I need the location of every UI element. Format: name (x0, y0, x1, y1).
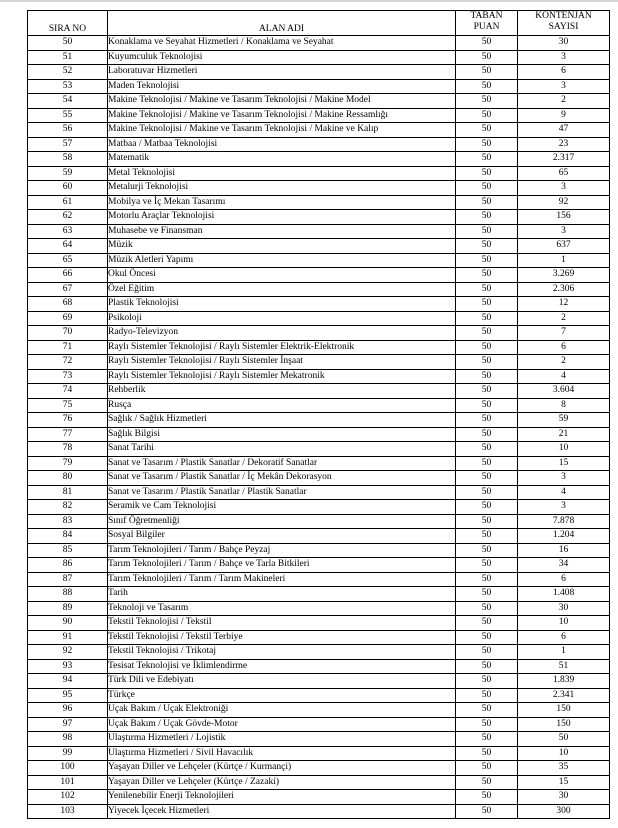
cell-alan-adi: Uçak Bakım / Uçak Gövde-Motor (108, 717, 456, 732)
cell-alan-adi: Radyo-Televizyon (108, 326, 456, 341)
cell-taban-puan: 50 (456, 65, 518, 80)
cell-sira-no: 81 (28, 485, 108, 500)
cell-alan-adi: Tarım Teknolojileri / Tarım / Bahçe ve Tarla Bitkileri (108, 558, 456, 573)
cell-sira-no: 61 (28, 195, 108, 210)
cell-sira-no: 80 (28, 471, 108, 486)
cell-sira-no: 92 (28, 645, 108, 660)
cell-sira-no: 70 (28, 326, 108, 341)
table-row (28, 442, 610, 457)
cell-sira-no: 99 (28, 746, 108, 761)
cell-taban-puan: 50 (456, 790, 518, 805)
cell-sira-no: 56 (28, 123, 108, 138)
cell-alan-adi: Matbaa / Matbaa Teknolojisi (108, 137, 456, 152)
cell-sira-no: 95 (28, 688, 108, 703)
table-row (28, 616, 610, 631)
table-row (28, 166, 610, 181)
cell-alan-adi: Uçak Bakım / Uçak Elektroniği (108, 703, 456, 718)
table-row (28, 630, 610, 645)
cell-kontenjan-sayisi: 6 (518, 630, 610, 645)
cell-alan-adi: Ulaştırma Hizmetleri / Sivil Havacılık (108, 746, 456, 761)
cell-alan-adi: Muhasebe ve Finansman (108, 224, 456, 239)
cell-kontenjan-sayisi: 150 (518, 717, 610, 732)
table-row (28, 369, 610, 384)
table-row (28, 398, 610, 413)
table-row (28, 239, 610, 254)
table-row (28, 601, 610, 616)
cell-sira-no: 93 (28, 659, 108, 674)
cell-sira-no: 63 (28, 224, 108, 239)
cell-alan-adi: Seramik ve Cam Teknolojisi (108, 500, 456, 515)
table-row (28, 659, 610, 674)
cell-kontenjan-sayisi: 1.408 (518, 587, 610, 602)
cell-sira-no: 98 (28, 732, 108, 747)
quota-table (27, 10, 610, 819)
cell-taban-puan: 50 (456, 804, 518, 819)
cell-taban-puan: 50 (456, 181, 518, 196)
cell-kontenjan-sayisi: 30 (518, 36, 610, 51)
table-row (28, 195, 610, 210)
cell-kontenjan-sayisi: 21 (518, 427, 610, 442)
cell-kontenjan-sayisi: 3 (518, 224, 610, 239)
table-row (28, 297, 610, 312)
cell-alan-adi: Sanat ve Tasarım / Plastik Sanatlar / Dekoratif Sanatlar (108, 456, 456, 471)
cell-sira-no: 86 (28, 558, 108, 573)
cell-sira-no: 89 (28, 601, 108, 616)
cell-kontenjan-sayisi: 7.878 (518, 514, 610, 529)
cell-alan-adi: Tekstil Teknolojisi / Tekstil Terbiye (108, 630, 456, 645)
cell-alan-adi: Tekstil Teknolojisi / Trikotaj (108, 645, 456, 660)
cell-kontenjan-sayisi: 1.839 (518, 674, 610, 689)
cell-alan-adi: Sanat ve Tasarım / Plastik Sanatlar / Plastik Sanatlar (108, 485, 456, 500)
cell-kontenjan-sayisi: 150 (518, 703, 610, 718)
cell-sira-no: 59 (28, 166, 108, 181)
cell-taban-puan: 50 (456, 456, 518, 471)
cell-alan-adi: Metalurji Teknolojisi (108, 181, 456, 196)
cell-alan-adi: Makine Teknolojisi / Makine ve Tasarım Teknolojisi / Makine Ressamlığı (108, 108, 456, 123)
cell-sira-no: 88 (28, 587, 108, 602)
cell-kontenjan-sayisi: 6 (518, 572, 610, 587)
table-row (28, 384, 610, 399)
cell-sira-no: 83 (28, 514, 108, 529)
cell-kontenjan-sayisi: 9 (518, 108, 610, 123)
cell-taban-puan: 50 (456, 558, 518, 573)
table-row (28, 790, 610, 805)
cell-taban-puan: 50 (456, 645, 518, 660)
table-header-row (28, 11, 610, 36)
cell-sira-no: 50 (28, 36, 108, 51)
cell-alan-adi: Raylı Sistemler Teknolojisi / Raylı Sistemler İnşaat (108, 355, 456, 370)
cell-sira-no: 52 (28, 65, 108, 80)
cell-sira-no: 102 (28, 790, 108, 805)
cell-alan-adi: Özel Eğitim (108, 282, 456, 297)
cell-kontenjan-sayisi: 1 (518, 253, 610, 268)
cell-kontenjan-sayisi: 92 (518, 195, 610, 210)
cell-taban-puan: 50 (456, 36, 518, 51)
table-row (28, 79, 610, 94)
cell-taban-puan: 50 (456, 282, 518, 297)
cell-alan-adi: Mobilya ve İç Mekan Tasarımı (108, 195, 456, 210)
cell-taban-puan: 50 (456, 253, 518, 268)
cell-kontenjan-sayisi: 51 (518, 659, 610, 674)
table-row (28, 456, 610, 471)
table-row (28, 717, 610, 732)
cell-taban-puan: 50 (456, 137, 518, 152)
cell-sira-no: 53 (28, 79, 108, 94)
cell-kontenjan-sayisi: 34 (518, 558, 610, 573)
cell-alan-adi: Matematik (108, 152, 456, 167)
cell-sira-no: 82 (28, 500, 108, 515)
cell-kontenjan-sayisi: 10 (518, 442, 610, 457)
cell-kontenjan-sayisi: 15 (518, 456, 610, 471)
table-row (28, 413, 610, 428)
cell-kontenjan-sayisi: 16 (518, 543, 610, 558)
cell-taban-puan: 50 (456, 717, 518, 732)
cell-taban-puan: 50 (456, 630, 518, 645)
table-row (28, 108, 610, 123)
table-row (28, 645, 610, 660)
page-top-divider (0, 0, 618, 2)
cell-taban-puan: 50 (456, 108, 518, 123)
cell-sira-no: 94 (28, 674, 108, 689)
table-row (28, 50, 610, 65)
table-row (28, 514, 610, 529)
cell-alan-adi: Okul Öncesi (108, 268, 456, 283)
table-row (28, 500, 610, 515)
cell-taban-puan: 50 (456, 746, 518, 761)
cell-alan-adi: Yenilenebilir Enerji Teknolojileri (108, 790, 456, 805)
cell-alan-adi: Tarım Teknolojileri / Tarım / Bahçe Peyzaj (108, 543, 456, 558)
table-row (28, 326, 610, 341)
header-taban-puan: TABAN PUAN (456, 11, 518, 36)
table-row (28, 268, 610, 283)
cell-alan-adi: Metal Teknolojisi (108, 166, 456, 181)
table-row (28, 427, 610, 442)
cell-taban-puan: 50 (456, 500, 518, 515)
cell-kontenjan-sayisi: 2.317 (518, 152, 610, 167)
cell-sira-no: 73 (28, 369, 108, 384)
cell-alan-adi: Sınıf Öğretmenliği (108, 514, 456, 529)
cell-alan-adi: Türkçe (108, 688, 456, 703)
table-row (28, 181, 610, 196)
cell-alan-adi: Sağlık / Sağlık Hizmetleri (108, 413, 456, 428)
table-row (28, 152, 610, 167)
cell-taban-puan: 50 (456, 340, 518, 355)
cell-sira-no: 65 (28, 253, 108, 268)
header-kontenjan-sayisi: KONTENJAN SAYISI (518, 11, 610, 36)
table-row (28, 558, 610, 573)
cell-kontenjan-sayisi: 156 (518, 210, 610, 225)
table-row (28, 355, 610, 370)
table-row (28, 587, 610, 602)
table-row (28, 123, 610, 138)
cell-sira-no: 74 (28, 384, 108, 399)
cell-sira-no: 87 (28, 572, 108, 587)
cell-kontenjan-sayisi: 2 (518, 311, 610, 326)
cell-taban-puan: 50 (456, 268, 518, 283)
table-row (28, 340, 610, 355)
cell-alan-adi: Yaşayan Diller ve Lehçeler (Kürtçe / Zazaki) (108, 775, 456, 790)
table-row (28, 688, 610, 703)
cell-alan-adi: Sağlık Bilgisi (108, 427, 456, 442)
cell-taban-puan: 50 (456, 659, 518, 674)
cell-taban-puan: 50 (456, 239, 518, 254)
cell-sira-no: 100 (28, 761, 108, 776)
cell-taban-puan: 50 (456, 311, 518, 326)
cell-alan-adi: Laboratuvar Hizmetleri (108, 65, 456, 80)
cell-kontenjan-sayisi: 12 (518, 297, 610, 312)
cell-kontenjan-sayisi: 4 (518, 369, 610, 384)
cell-taban-puan: 50 (456, 210, 518, 225)
table-row (28, 775, 610, 790)
cell-sira-no: 68 (28, 297, 108, 312)
table-row (28, 471, 610, 486)
table-row (28, 210, 610, 225)
table-row (28, 485, 610, 500)
cell-alan-adi: Ulaştırma Hizmetleri / Lojistik (108, 732, 456, 747)
cell-kontenjan-sayisi: 10 (518, 746, 610, 761)
cell-kontenjan-sayisi: 2.306 (518, 282, 610, 297)
table-row (28, 543, 610, 558)
cell-alan-adi: Konaklama ve Seyahat Hizmetleri / Konaklama ve Seyahat (108, 36, 456, 51)
cell-alan-adi: Raylı Sistemler Teknolojisi / Raylı Sistemler Elektrik-Elektronik (108, 340, 456, 355)
cell-kontenjan-sayisi: 7 (518, 326, 610, 341)
cell-sira-no: 71 (28, 340, 108, 355)
cell-taban-puan: 50 (456, 166, 518, 181)
table-row (28, 311, 610, 326)
cell-taban-puan: 50 (456, 94, 518, 109)
cell-kontenjan-sayisi: 3.269 (518, 268, 610, 283)
cell-alan-adi: Psikoloji (108, 311, 456, 326)
cell-sira-no: 54 (28, 94, 108, 109)
cell-alan-adi: Rehberlik (108, 384, 456, 399)
cell-sira-no: 96 (28, 703, 108, 718)
cell-alan-adi: Tekstil Teknolojisi / Tekstil (108, 616, 456, 631)
table-row (28, 703, 610, 718)
cell-alan-adi: Yaşayan Diller ve Lehçeler (Kürtçe / Kurmançi) (108, 761, 456, 776)
cell-kontenjan-sayisi: 35 (518, 761, 610, 776)
cell-alan-adi: Tesisat Teknolojisi ve İklimlendirme (108, 659, 456, 674)
cell-kontenjan-sayisi: 50 (518, 732, 610, 747)
cell-taban-puan: 50 (456, 413, 518, 428)
cell-kontenjan-sayisi: 23 (518, 137, 610, 152)
cell-taban-puan: 50 (456, 369, 518, 384)
cell-sira-no: 77 (28, 427, 108, 442)
cell-kontenjan-sayisi: 637 (518, 239, 610, 254)
cell-taban-puan: 50 (456, 355, 518, 370)
cell-kontenjan-sayisi: 2.341 (518, 688, 610, 703)
cell-taban-puan: 50 (456, 529, 518, 544)
table-row (28, 674, 610, 689)
cell-alan-adi: Teknoloji ve Tasarım (108, 601, 456, 616)
cell-kontenjan-sayisi: 65 (518, 166, 610, 181)
cell-alan-adi: Sosyal Bilgiler (108, 529, 456, 544)
table-row (28, 732, 610, 747)
table-row (28, 36, 610, 51)
cell-sira-no: 69 (28, 311, 108, 326)
table-row (28, 529, 610, 544)
cell-sira-no: 64 (28, 239, 108, 254)
cell-alan-adi: Müzik (108, 239, 456, 254)
cell-kontenjan-sayisi: 300 (518, 804, 610, 819)
cell-kontenjan-sayisi: 1 (518, 645, 610, 660)
cell-sira-no: 103 (28, 804, 108, 819)
cell-kontenjan-sayisi: 4 (518, 485, 610, 500)
cell-kontenjan-sayisi: 6 (518, 340, 610, 355)
cell-taban-puan: 50 (456, 326, 518, 341)
cell-taban-puan: 50 (456, 775, 518, 790)
cell-sira-no: 51 (28, 50, 108, 65)
cell-alan-adi: Tarih (108, 587, 456, 602)
cell-taban-puan: 50 (456, 485, 518, 500)
cell-alan-adi: Yiyecek İçecek Hizmetleri (108, 804, 456, 819)
table-row (28, 572, 610, 587)
header-sira-no: SIRA NO (28, 11, 108, 36)
cell-taban-puan: 50 (456, 195, 518, 210)
cell-sira-no: 91 (28, 630, 108, 645)
cell-alan-adi: Tarım Teknolojileri / Tarım / Tarım Makineleri (108, 572, 456, 587)
cell-kontenjan-sayisi: 2 (518, 94, 610, 109)
cell-taban-puan: 50 (456, 79, 518, 94)
cell-sira-no: 79 (28, 456, 108, 471)
header-alan-adi: ALAN ADI (108, 11, 456, 36)
table-row (28, 137, 610, 152)
table-row (28, 224, 610, 239)
cell-taban-puan: 50 (456, 384, 518, 399)
cell-alan-adi: Makine Teknolojisi / Makine ve Tasarım Teknolojisi / Makine ve Kalıp (108, 123, 456, 138)
cell-alan-adi: Raylı Sistemler Teknolojisi / Raylı Sistemler Mekatronik (108, 369, 456, 384)
cell-kontenjan-sayisi: 3 (518, 181, 610, 196)
cell-kontenjan-sayisi: 59 (518, 413, 610, 428)
cell-taban-puan: 50 (456, 297, 518, 312)
cell-kontenjan-sayisi: 3.604 (518, 384, 610, 399)
cell-sira-no: 84 (28, 529, 108, 544)
cell-kontenjan-sayisi: 30 (518, 601, 610, 616)
table-row (28, 94, 610, 109)
cell-alan-adi: Müzik Aletleri Yapımı (108, 253, 456, 268)
cell-taban-puan: 50 (456, 688, 518, 703)
cell-taban-puan: 50 (456, 572, 518, 587)
cell-taban-puan: 50 (456, 398, 518, 413)
table-row (28, 282, 610, 297)
cell-taban-puan: 50 (456, 601, 518, 616)
cell-taban-puan: 50 (456, 761, 518, 776)
table-row (28, 761, 610, 776)
cell-kontenjan-sayisi: 3 (518, 79, 610, 94)
cell-taban-puan: 50 (456, 50, 518, 65)
cell-taban-puan: 50 (456, 616, 518, 631)
cell-taban-puan: 50 (456, 152, 518, 167)
cell-alan-adi: Makine Teknolojisi / Makine ve Tasarım Teknolojisi / Makine Model (108, 94, 456, 109)
table-row (28, 253, 610, 268)
cell-sira-no: 85 (28, 543, 108, 558)
cell-sira-no: 90 (28, 616, 108, 631)
cell-kontenjan-sayisi: 3 (518, 471, 610, 486)
cell-taban-puan: 50 (456, 732, 518, 747)
cell-kontenjan-sayisi: 10 (518, 616, 610, 631)
cell-taban-puan: 50 (456, 514, 518, 529)
cell-alan-adi: Plastik Teknolojisi (108, 297, 456, 312)
cell-alan-adi: Kuyumculuk Teknolojisi (108, 50, 456, 65)
cell-sira-no: 60 (28, 181, 108, 196)
cell-taban-puan: 50 (456, 543, 518, 558)
cell-sira-no: 97 (28, 717, 108, 732)
cell-taban-puan: 50 (456, 471, 518, 486)
cell-kontenjan-sayisi: 1.204 (518, 529, 610, 544)
cell-sira-no: 58 (28, 152, 108, 167)
cell-kontenjan-sayisi: 2 (518, 355, 610, 370)
cell-kontenjan-sayisi: 3 (518, 500, 610, 515)
table-row (28, 804, 610, 819)
cell-taban-puan: 50 (456, 587, 518, 602)
cell-taban-puan: 50 (456, 224, 518, 239)
cell-sira-no: 66 (28, 268, 108, 283)
cell-sira-no: 57 (28, 137, 108, 152)
cell-sira-no: 72 (28, 355, 108, 370)
cell-taban-puan: 50 (456, 674, 518, 689)
cell-taban-puan: 50 (456, 703, 518, 718)
cell-sira-no: 76 (28, 413, 108, 428)
table-row (28, 746, 610, 761)
cell-kontenjan-sayisi: 3 (518, 50, 610, 65)
cell-sira-no: 67 (28, 282, 108, 297)
cell-kontenjan-sayisi: 30 (518, 790, 610, 805)
cell-kontenjan-sayisi: 15 (518, 775, 610, 790)
cell-kontenjan-sayisi: 47 (518, 123, 610, 138)
cell-sira-no: 62 (28, 210, 108, 225)
cell-alan-adi: Maden Teknolojisi (108, 79, 456, 94)
cell-alan-adi: Türk Dili ve Edebiyatı (108, 674, 456, 689)
cell-sira-no: 55 (28, 108, 108, 123)
cell-alan-adi: Sanat Tarihi (108, 442, 456, 457)
cell-alan-adi: Motorlu Araçlar Teknolojisi (108, 210, 456, 225)
table-row (28, 65, 610, 80)
cell-alan-adi: Rusça (108, 398, 456, 413)
cell-taban-puan: 50 (456, 427, 518, 442)
cell-sira-no: 75 (28, 398, 108, 413)
cell-taban-puan: 50 (456, 442, 518, 457)
cell-taban-puan: 50 (456, 123, 518, 138)
cell-sira-no: 101 (28, 775, 108, 790)
cell-alan-adi: Sanat ve Tasarım / Plastik Sanatlar / İç Mekân Dekorasyon (108, 471, 456, 486)
cell-kontenjan-sayisi: 6 (518, 65, 610, 80)
cell-kontenjan-sayisi: 8 (518, 398, 610, 413)
cell-sira-no: 78 (28, 442, 108, 457)
